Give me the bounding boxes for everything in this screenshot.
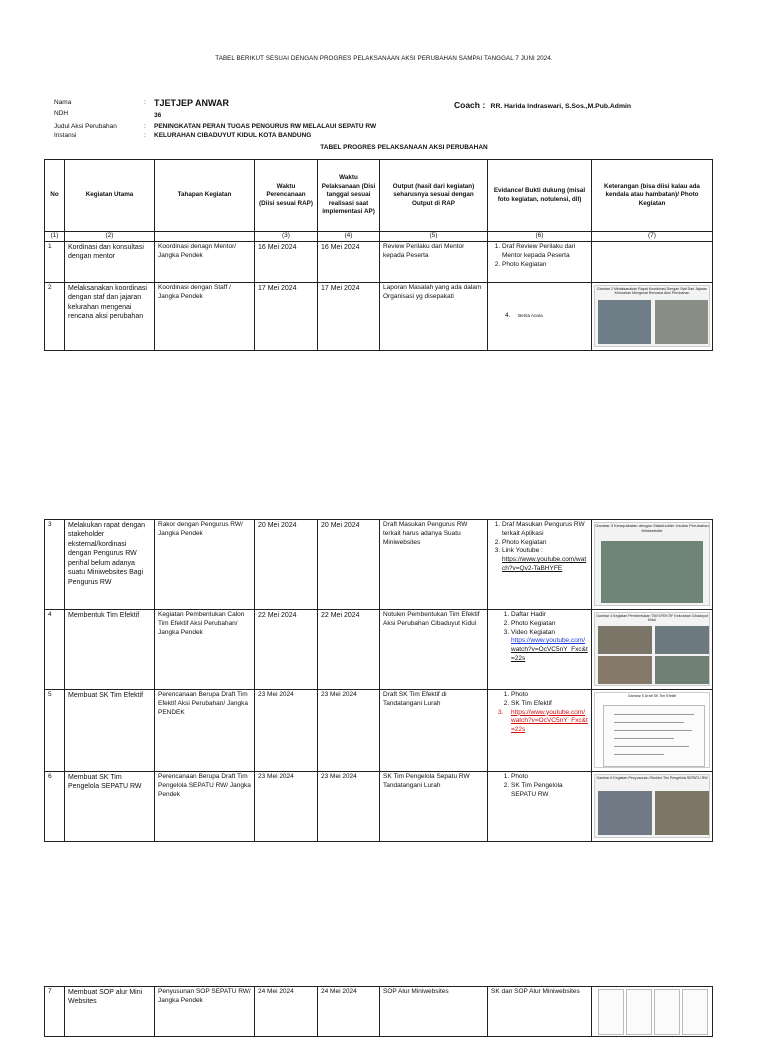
evidence-item: Berita Acara <box>518 313 543 319</box>
row-pelaksanaan: 23 Mei 2024 <box>318 772 380 842</box>
document-page <box>654 989 680 1035</box>
row-keterangan <box>592 772 713 842</box>
instansi-value: KELURAHAN CIBADUYUT KIDUL KOTA BANDUNG <box>154 132 312 139</box>
row-evidence <box>488 242 592 283</box>
evidence-item: 2. Photo Kegiatan <box>502 539 588 548</box>
document-title: TABEL BERIKUT SESUAI DENGAN PROGRES PELAKSANAAN AKSI PERUBAHAN SAMPAI TANGGAL 7 JUNI 2024. <box>215 55 553 62</box>
document-page <box>603 705 705 767</box>
photo-caption: Gambar 6 Kegiatan Penyusunan Struktur Tim Pengelola SEPATU RW <box>596 776 708 780</box>
index-cell: (6) <box>488 232 592 242</box>
row-evidence <box>488 772 592 842</box>
header-waktu-rencana: Waktu Perencanaan (Diisi sesuai RAP) <box>255 160 318 232</box>
photo-image <box>655 300 708 344</box>
index-cell: (1) <box>45 232 65 242</box>
judul-label: Judul Aksi Perubahan <box>54 123 117 130</box>
row-evidence <box>488 690 592 772</box>
evidence-item: 1. Draf Masukan Pengurus RW terkait Aplikasi <box>502 521 588 539</box>
row-output: SK Tim Pengelola Sepatu RW Tandatangani Lurah <box>380 772 488 842</box>
evidence-item <box>511 629 588 664</box>
row-no: 3 <box>45 520 65 610</box>
document-scans <box>594 989 710 1033</box>
row-no: 7 <box>45 987 65 1037</box>
header-kegiatan: Kegiatan Utama <box>65 160 155 232</box>
document-page <box>682 989 708 1035</box>
row-tahapan: Perencanaan Berupa Draft Tim Pengelola SEPATU RW/ Jangka Pendek <box>155 772 255 842</box>
evidence-number: 4. <box>505 312 511 320</box>
row-output: Laporan Masalah yang ada dalam Organisasi yg disepakati <box>380 283 488 351</box>
row-keterangan <box>592 520 713 610</box>
evidence-item-label: Link Youtube : <box>502 547 543 555</box>
youtube-link[interactable]: https://www.youtube.com/watch?v=Qv2-TaBHYFE <box>502 556 587 572</box>
row-evidence: SK dan SOP Alur Miniwebsites <box>488 987 592 1037</box>
activity-photo <box>594 285 710 347</box>
index-cell: (5) <box>380 232 488 242</box>
row-kegiatan: Melakukan rapat dengan stakeholder eksternal/kordinasi dengan Pengurus RW perihal belum adanya suatu Miniwebsites Bagi Pengurus RW <box>65 520 155 610</box>
identity-block <box>0 0 768 150</box>
photo-image <box>598 626 652 654</box>
evidence-item: 2. SK Tim Efektif <box>511 700 588 709</box>
row-output: Draft Masukan Pengurus RW terkait harus adanya Suatu Miniwebsites <box>380 520 488 610</box>
row-keterangan <box>592 283 713 351</box>
colon: : <box>144 99 146 106</box>
index-cell <box>155 232 255 242</box>
evidence-item: 2. Photo Kegiatan <box>502 261 588 270</box>
nama-label: Nama <box>54 99 72 106</box>
header-output: Output (hasil dari kegiatan) seharusnya sesuai dengan Output di RAP <box>380 160 488 232</box>
evidence-item: 1. Draf Review Perilaku dari Mentor kepada Peserta <box>502 243 588 261</box>
table-row <box>45 772 713 842</box>
row-keterangan <box>592 610 713 690</box>
header-tahapan: Tahapan Kegiatan <box>155 160 255 232</box>
table-subtitle: TABEL PROGRES PELAKSANAAN AKSI PERUBAHAN <box>320 144 488 151</box>
header-no: No <box>45 160 65 232</box>
header-keterangan: Keterangan (bisa diisi kalau ada kendala atau hambatan)/ Photo Kegiatan <box>592 160 713 232</box>
row-kegiatan: Melaksanakan koordinasi dengan staf dan jajaran kelurahan mengenai rencana aksi perubahan <box>65 283 155 351</box>
progress-table-page2 <box>44 519 713 842</box>
table-row <box>45 690 713 772</box>
table-row <box>45 283 713 351</box>
row-kegiatan: Membuat SOP alur Mini Websites <box>65 987 155 1037</box>
youtube-link[interactable]: https://www.youtube.com/watch?v=OcVC5nY_Fxc&t=22s <box>511 708 588 734</box>
row-rencana: 24 Mei 2024 <box>255 987 318 1037</box>
activity-photo <box>594 612 710 686</box>
ndh-label: NDH <box>54 110 69 117</box>
ndh-value: 36 <box>154 112 162 119</box>
row-no: 5 <box>45 690 65 772</box>
index-cell: (2) <box>65 232 155 242</box>
row-pelaksanaan: 17 Mei 2024 <box>318 283 380 351</box>
row-rencana: 17 Mei 2024 <box>255 283 318 351</box>
row-keterangan <box>592 242 713 283</box>
evidence-item: 1. Daftar Hadir <box>511 611 588 620</box>
row-pelaksanaan: 16 Mei 2024 <box>318 242 380 283</box>
row-rencana: 16 Mei 2024 <box>255 242 318 283</box>
table-row <box>45 520 713 610</box>
row-pelaksanaan: 24 Mei 2024 <box>318 987 380 1037</box>
nama-value: TJETJEP ANWAR <box>154 98 230 108</box>
header-row <box>45 160 713 232</box>
row-tahapan: Penyusunan SOP SEPATU RW/ Jangka Pendek <box>155 987 255 1037</box>
row-pelaksanaan: 20 Mei 2024 <box>318 520 380 610</box>
table-row <box>45 610 713 690</box>
row-kegiatan: Membentuk Tim Efektif <box>65 610 155 690</box>
table-row <box>45 242 713 283</box>
photo-image <box>598 791 652 835</box>
row-evidence <box>488 610 592 690</box>
row-tahapan: Rakor dengan Pengurus RW/ Jangka Pendek <box>155 520 255 610</box>
row-evidence <box>488 520 592 610</box>
instansi-label: Instansi <box>54 132 77 139</box>
row-no: 4 <box>45 610 65 690</box>
row-kegiatan: Membuat SK Tim Efektif <box>65 690 155 772</box>
row-keterangan <box>592 987 713 1037</box>
row-pelaksanaan: 22 Mei 2024 <box>318 610 380 690</box>
youtube-link-tail[interactable]: watch?v=OcVC5nY_Fxc&t=22s <box>511 646 588 662</box>
judul-value: PENINGKATAN PERAN TUGAS PENGURUS RW MELALAUI SEPATU RW <box>154 123 377 130</box>
photo-caption: Gambar 2 Melaksanakan Rapat Koordinasi Dengan Staf Dan Jajaran Kelurahan Mengenai Rencana Aksi Perubahan <box>596 287 708 296</box>
evidence-item-label: Video Kegiatan <box>511 628 555 636</box>
row-kegiatan: Membuat SK Tim Pengelola SEPATU RW <box>65 772 155 842</box>
coach-label: Coach : <box>454 100 486 110</box>
photo-caption: Gambar 3 Kesepakatan dengan Stakeholder Usulan Perubahan Miniwebsite <box>595 523 709 533</box>
document-scan <box>594 692 710 768</box>
activity-photo <box>594 522 710 606</box>
youtube-link[interactable]: https://www.youtube.com/ <box>511 637 586 645</box>
index-row <box>45 232 713 242</box>
row-no: 6 <box>45 772 65 842</box>
row-no: 2 <box>45 283 65 351</box>
progress-table-page3 <box>44 986 713 1037</box>
activity-photo <box>594 774 710 838</box>
index-cell: (3) <box>255 232 318 242</box>
coach-value: RR. Harida Indraswari, S.Sos.,M.Pub.Admin <box>490 103 632 110</box>
evidence-number: 3. <box>498 708 504 716</box>
evidence-item <box>502 547 588 573</box>
photo-image <box>601 541 703 603</box>
row-tahapan: Kegiatan Pembentukan Calon Tim Efektif Aksi Perubahan/ Jangka Pendek <box>155 610 255 690</box>
row-tahapan: Koordinasi denagn Mentor/ Jangka Pendek <box>155 242 255 283</box>
row-output: Draft SK Tim Efektif di Tandatangani Lurah <box>380 690 488 772</box>
row-no: 1 <box>45 242 65 283</box>
row-rencana: 23 Mei 2024 <box>255 772 318 842</box>
index-cell: (4) <box>318 232 380 242</box>
row-output: Notulen Pembentukan Tim Efektif Aksi Perubahan Cibaduyut Kidul <box>380 610 488 690</box>
document-page <box>598 989 624 1035</box>
row-pelaksanaan: 23 Mei 2024 <box>318 690 380 772</box>
header-waktu-pelaksanaan: Waktu Pelaksanaan (Disi tanggal sesuai realisasi saat implementasi AP) <box>318 160 380 232</box>
evidence-item: 2. SK Tim Pengelola SEPATU RW <box>511 782 588 800</box>
row-keterangan <box>592 690 713 772</box>
evidence-item: 2. Photo Kegiatan <box>511 620 588 629</box>
photo-caption: Gambar 4 Kegiatan Pembentukan TIM EFEKTIF Kelurahan Cibaduyut Kidul <box>596 614 708 623</box>
photo-image <box>598 656 652 684</box>
row-tahapan: Perencanaan Berupa Draft Tim Efektif Aksi Perubahan/ Jangka PENDEK <box>155 690 255 772</box>
evidence-item: 1. Photo <box>511 691 588 700</box>
row-rencana: 22 Mei 2024 <box>255 610 318 690</box>
document-page <box>626 989 652 1035</box>
row-rencana: 20 Mei 2024 <box>255 520 318 610</box>
photo-image <box>655 656 709 684</box>
photo-image <box>655 791 709 835</box>
progress-table-page1 <box>44 159 713 351</box>
index-cell: (7) <box>592 232 713 242</box>
row-rencana: 23 Mei 2024 <box>255 690 318 772</box>
row-output: SOP Alur Miniwebsites <box>380 987 488 1037</box>
row-evidence <box>488 283 592 351</box>
row-kegiatan: Kordinasi dan konsultasi dengan mentor <box>65 242 155 283</box>
row-output: Review Perilaku dari Mentor kepada Peserta <box>380 242 488 283</box>
evidence-item: 1. Photo <box>511 773 588 782</box>
table-row <box>45 987 713 1037</box>
row-tahapan: Koordinasi dengan Staff / Jangka Pendek <box>155 283 255 351</box>
photo-image <box>598 300 651 344</box>
colon: : <box>144 132 146 139</box>
photo-caption: Gambar 5 Draft SK Tim Efektif <box>627 694 677 698</box>
photo-image <box>655 626 709 654</box>
colon: : <box>144 123 146 130</box>
header-evidence: Evidance/ Bukti dukung (misal foto kegiatan, notulensi, dll) <box>488 160 592 232</box>
coach-line <box>454 100 631 110</box>
